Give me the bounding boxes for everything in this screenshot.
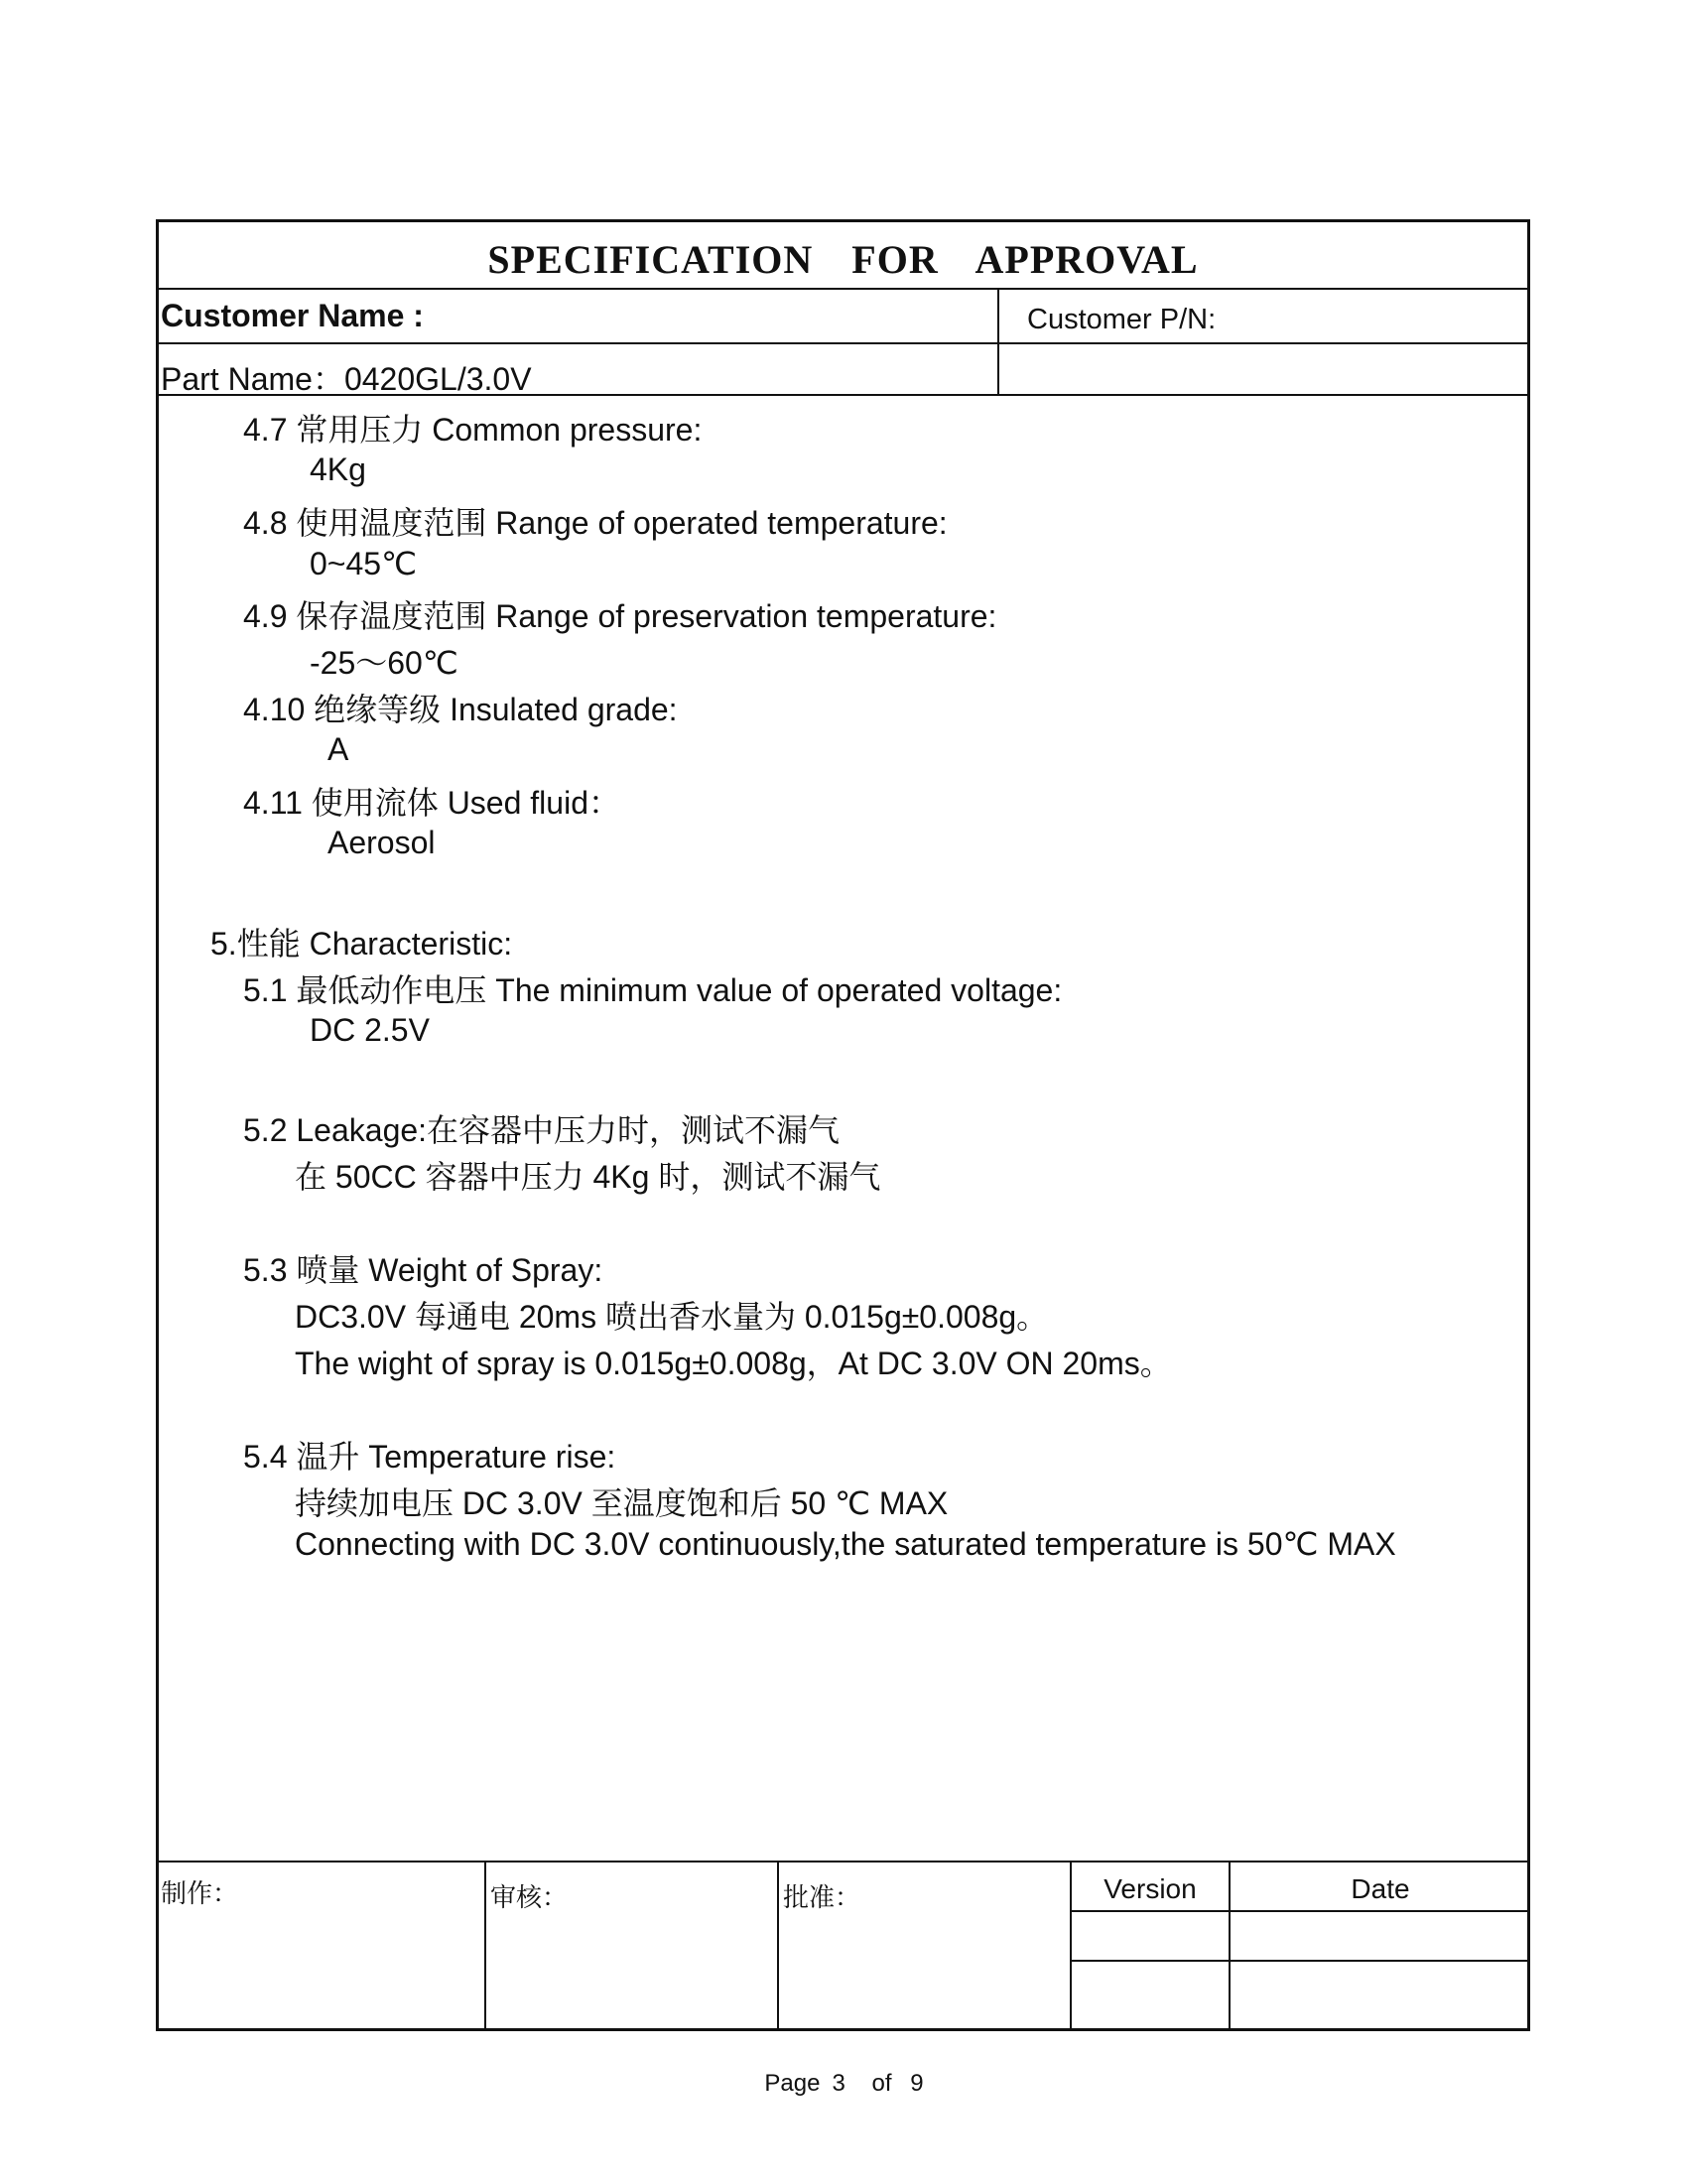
spec-5-3: 5.3 喷量 Weight of Spray: — [243, 1252, 603, 1288]
spec-5-2-value: 在 50CC 容器中压力 4Kg 时，测试不漏气 — [295, 1159, 881, 1195]
spec-5-3-value-en: The wight of spray is 0.015g±0.008g，At DC 3.0V ON 20ms。 — [295, 1346, 1172, 1381]
footer-col-2 — [777, 1861, 779, 2031]
customer-pn-label: Customer P/N: — [1027, 304, 1217, 335]
customer-name-label: Customer Name : — [161, 298, 424, 333]
reviewed-by-label: 审核： — [490, 1882, 569, 1912]
title-divider — [159, 288, 1527, 290]
footer-divider — [159, 1861, 1527, 1863]
document-title: SPECIFICATION FOR APPROVAL — [487, 237, 1199, 282]
part-name: Part Name：0420GL/3.0V — [161, 361, 532, 397]
header-column-divider — [997, 288, 999, 395]
spec-5-1: 5.1 最低动作电压 The minimum value of operated voltage: — [243, 972, 1063, 1008]
footer-col-1 — [484, 1861, 486, 2031]
footer-version-row-1 — [1070, 1910, 1527, 1912]
spec-4-9: 4.9 保存温度范围 Range of preservation temperature: — [243, 598, 997, 634]
spec-5-4: 5.4 温升 Temperature rise: — [243, 1439, 616, 1475]
specification-form — [156, 219, 1530, 2031]
spec-5-4-value-cn: 持续加电压 DC 3.0V 至温度饱和后 50 ℃ MAX — [295, 1485, 949, 1521]
version-header: Version — [1104, 1873, 1197, 1904]
spec-4-7-value: 4Kg — [310, 451, 366, 487]
spec-5-2: 5.2 Leakage:在容器中压力时，测试不漏气 — [243, 1112, 841, 1148]
spec-4-11-value: Aerosol — [327, 825, 436, 860]
spec-4-10: 4.10 绝缘等级 Insulated grade: — [243, 692, 678, 727]
spec-4-10-value: A — [327, 731, 349, 767]
spec-5-3-value-cn: DC3.0V 每通电 20ms 喷出香水量为 0.015g±0.008g。 — [295, 1299, 1049, 1335]
date-header: Date — [1351, 1873, 1410, 1904]
page-total: 9 — [910, 2070, 924, 2097]
page-label: Page — [764, 2070, 821, 2097]
header-bottom-divider — [159, 394, 1527, 396]
spec-4-9-value: -25～60℃ — [310, 645, 458, 681]
page-footer — [0, 2070, 1688, 2098]
made-by-label: 制作： — [161, 1878, 239, 1908]
page-of: of — [871, 2070, 892, 2097]
spec-5-1-value: DC 2.5V — [310, 1012, 430, 1048]
header-divider — [159, 342, 1527, 344]
section-5-heading: 5.性能 Characteristic: — [210, 926, 513, 962]
spec-4-8-value: 0~45℃ — [310, 546, 418, 581]
spec-4-11: 4.11 使用流体 Used fluid： — [243, 785, 620, 821]
approved-by-label: 批准： — [783, 1882, 861, 1912]
page-number: 3 — [832, 2070, 845, 2097]
spec-4-7: 4.7 常用压力 Common pressure: — [243, 412, 703, 448]
footer-version-row-2 — [1070, 1960, 1527, 1962]
spec-5-4-value-en: Connecting with DC 3.0V continuously,the saturated temperature is 50℃ MAX — [295, 1526, 1396, 1562]
spec-4-8: 4.8 使用温度范围 Range of operated temperature: — [243, 505, 948, 541]
